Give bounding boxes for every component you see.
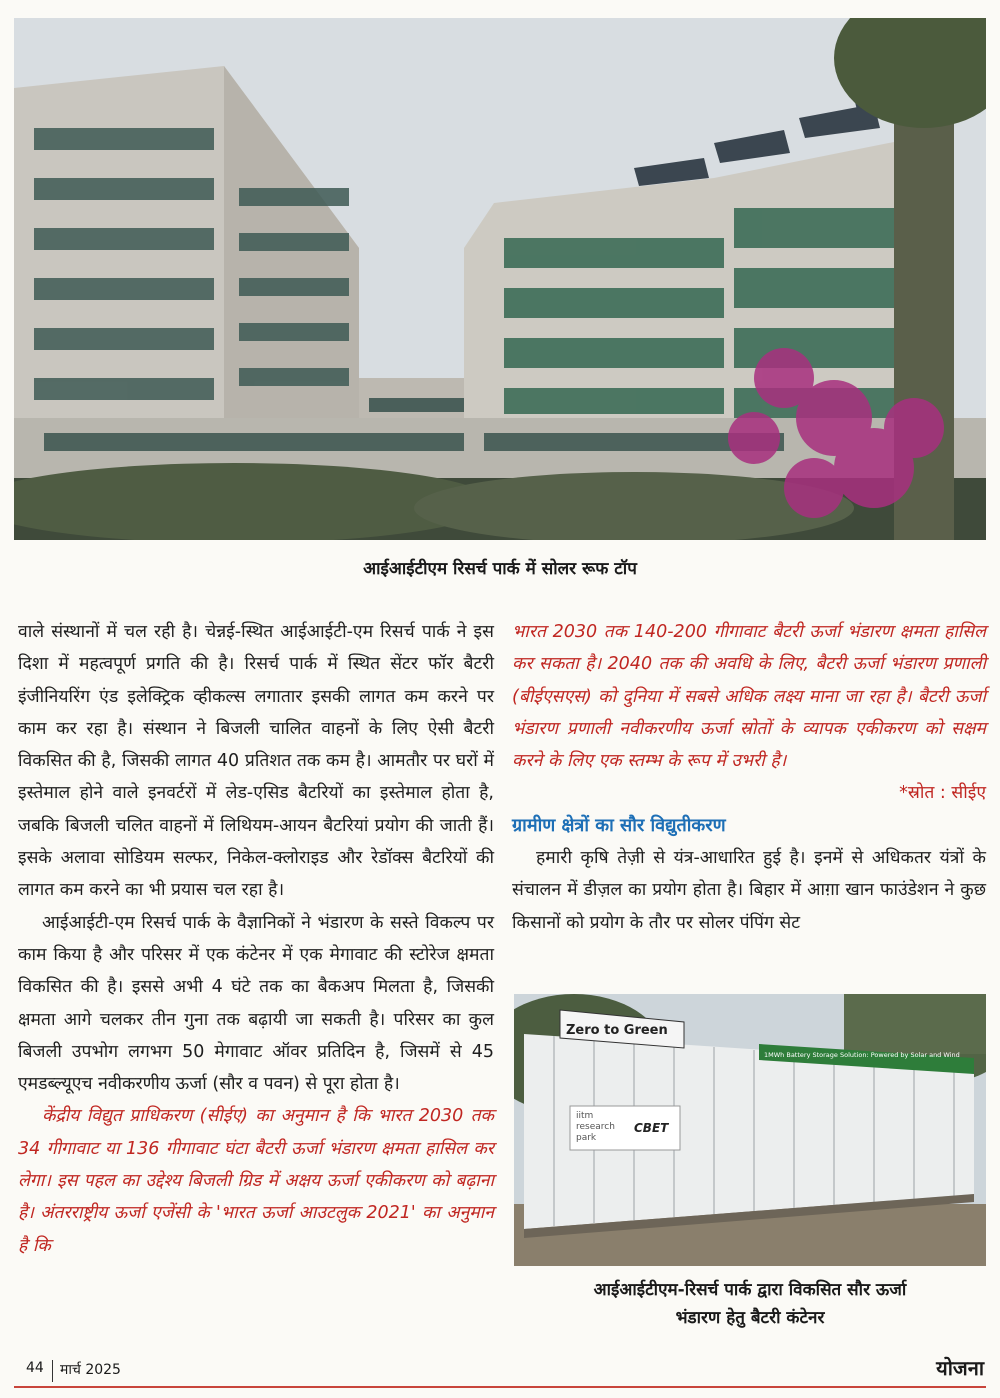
right-column <box>512 616 986 939</box>
top-photo-caption: आईआईटीएम रिसर्च पार्क में सोलर रूफ टॉप <box>363 559 637 579</box>
container-photo-caption <box>514 1276 986 1332</box>
section-subheading: ग्रामीण क्षेत्रों का सौर विद्युतीकरण <box>512 814 726 836</box>
research-park-photo <box>14 18 986 540</box>
source-note: *स्रोत : सीईए <box>899 783 986 804</box>
banner-text: 1MWh Battery Storage Solution: Powered by Solar and Wind <box>764 1051 960 1059</box>
right-highlight-paragraph: भारत 2030 तक 140-200 गीगावाट बैटरी ऊर्जा भंडारण क्षमता हासिल कर सकता है। 2040 तक की अवधि के लिए, बैटरी ऊर्जा भंडारण प्रणाली (बीईएसएस) को दुनिया में सबसे अधिक लक्ष्य माना जा रहा है। बैटरी ऊर्जा भंडारण प्रणाली नवीकरणीय ऊर्जा स्रोतों के व्यापक एकीकरण को सक्षम करने के लिए एक स्तम्भ के रूप में उभरी है। <box>512 622 986 772</box>
magazine-name: योजना <box>936 1356 984 1380</box>
left-paragraph-1: वाले संस्थानों में चल रही है। चेन्नई-स्थित आईआईटी-एम रिसर्च पार्क ने इस दिशा में महत्वपूर्ण प्रगति की है। रिसर्च पार्क में स्थित सेंटर फॉर बैटरी इंजीनियरिंग एंड इलेक्ट्रिक व्हीकल्स लगातार इसकी लागत कम करने पर काम कर रहा है। संस्थान ने बिजली चालित वाहनों के लिए ऐसी बैटरी विकसित की है, जिसकी लागत 40 प्रतिशत तक कम है। आमतौर पर घरों में इस्तेमाल होने वाले इनवर्टरों में लेड-एसिड बैटरियों का इस्तेमाल होता है, जबकि बिजली चलित वाहनों में लिथियम-आयन बैटरियां प्रयोग की जाती हैं। इसके अलावा सोडियम सल्फर, निकेल-क्लोराइड और रेडॉक्स बैटरियों की लागत कम करने का भी प्रयास चल रहा है। <box>18 622 494 901</box>
page-number: 44 <box>26 1360 44 1376</box>
sign-text: Zero to Green <box>566 1023 668 1038</box>
left-column <box>18 616 494 1262</box>
left-paragraph-2: आईआईटी-एम रिसर्च पार्क के वैज्ञानिकों ने भंडारण के सस्ते विकल्प पर काम किया है और परिसर में एक कंटेनर में एक मेगावाट की स्टोरेज क्षमता विकसित की है। इससे अभी 4 घंटे तक का बैकअप मिलता है, जिसकी क्षमता आगे चलकर तीन गुना तक बढ़ायी जा सकती है। परिसर का कुल बिजली उपभोग लगभग 50 मेगावाट ऑवर प्रतिदिन है, जिसमें से 45 एमडब्ल्यूएच नवीकरणीय ऊर्जा (सौर व पवन) से पूरा होता है। <box>18 912 494 1095</box>
footer-separator <box>52 1360 53 1382</box>
battery-container-photo <box>514 994 986 1266</box>
building-illustration <box>14 18 986 540</box>
right-paragraph-2: हमारी कृषि तेज़ी से यंत्र-आधारित हुई है। इनमें से अधिकतर यंत्रों के संचालन में डीज़ल का प्रयोग होता है। बिहार में आग़ा खान फाउंडेशन ने कुछ किसानों को प्रयोग के तौर पर सोलर पंपिंग सेट <box>512 848 986 933</box>
caption-line-2: भंडारण हेतु बैटरी कंटेनर <box>675 1308 825 1328</box>
footer-rule <box>14 1386 986 1388</box>
caption-line-1: आईआईटीएम-रिसर्च पार्क द्वारा विकसित सौर ऊर्जा <box>593 1280 907 1300</box>
logo-line-1: iitm <box>576 1111 594 1121</box>
issue-date: मार्च 2025 <box>60 1362 121 1378</box>
left-highlight-paragraph: केंद्रीय विद्युत प्राधिकरण (सीईए) का अनुमान है कि भारत 2030 तक 34 गीगावाट या 136 गीगावाट घंटा बैटरी ऊर्जा भंडारण क्षमता हासिल कर लेगा। इस पहल का उद्देश्य बिजली ग्रिड में अक्षय ऊर्जा एकीकरण को बढ़ाना है। अंतरराष्ट्रीय ऊर्जा एजेंसी के 'भारत ऊर्जा आउटलुक 2021' का अनुमान है कि <box>18 1106 494 1256</box>
container-illustration <box>514 994 986 1266</box>
logo-cbet: CBET <box>634 1121 669 1135</box>
logo-line-2: research <box>576 1122 615 1132</box>
logo-line-3: park <box>576 1133 597 1143</box>
